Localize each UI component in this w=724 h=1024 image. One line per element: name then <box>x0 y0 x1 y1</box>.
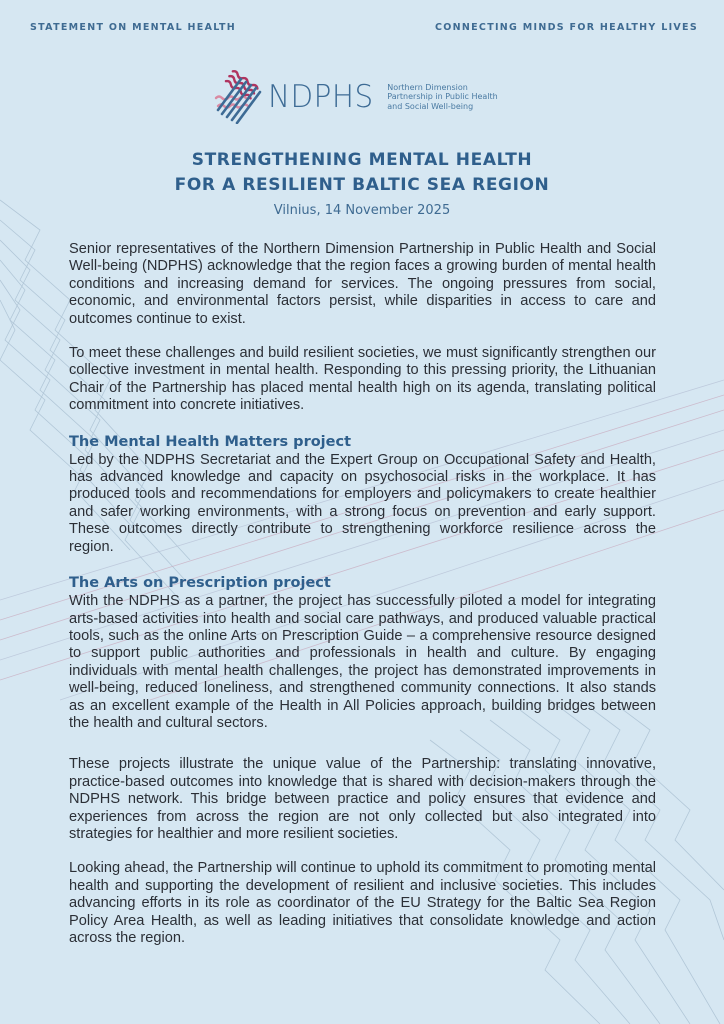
title-line-1: STRENGTHENING MENTAL HEALTH <box>191 150 533 170</box>
woven-lines-logo-icon <box>212 70 262 124</box>
intro-paragraph: To meet these challenges and build resilient societies, we must significantly strengthen our collective investment in mental health. Responding to this pressing priority, the Lithuanian Chair of the Partnership has placed mental health high on its agenda, translating political commitment into concrete initiatives. <box>69 345 656 414</box>
section-heading-arts-on-prescription: The Arts on Prescription project <box>69 575 331 592</box>
section-body-arts-on-prescription: With the NDPHS as a partner, the project has successfully piloted a model for integrating arts-based activities into health and social care pathways, and produced valuable practical tools, such as the online Arts on Prescription Guide – a comprehensive resource designed to support public authorities and professionals in health and culture. By engaging individuals with mental health challenges, the project has demonstrated improvements in well-being, reduced loneliness, and strengthened community connections. It also stands as an excellent example of the Health in All Policies approach, building bridges between the health and cultural sectors. <box>69 593 656 731</box>
logo-subtitle: Northern Dimension Partnership in Public Health and Social Well-being <box>387 82 498 111</box>
title-line-2: FOR A RESILIENT BALTIC SEA REGION <box>174 175 550 195</box>
section-body-mental-health-matters: Led by the NDPHS Secretariat and the Expert Group on Occupational Safety and Health, has advanced knowledge and capacity on psychosocial risks in the workplace. It has produced tools and recommendations for employers and policymakers to create healthier and safer working environments, with a strong focus on prevention and early support. These outcomes directly contribute to strengthening workforce resilience across the region. <box>69 451 656 555</box>
header-bar <box>30 22 698 33</box>
place-date: Vilnius, 14 November 2025 <box>273 203 451 218</box>
ndphs-logo <box>212 70 498 124</box>
section-heading-mental-health-matters: The Mental Health Matters project <box>69 433 352 450</box>
closing-paragraph: Looking ahead, the Partnership will continue to uphold its commitment to promoting mental health and supporting the development of resilient and inclusive societies. This includes advancing efforts in its role as coordinator of the EU Strategy for the Baltic Sea Region Policy Area Health, as well as leading initiatives that consolidate knowledge and action across the region. <box>69 860 656 946</box>
document-type-label: STATEMENT ON MENTAL HEALTH <box>30 22 237 33</box>
tagline-label: CONNECTING MINDS FOR HEALTHY LIVES <box>434 22 698 33</box>
statement-body <box>69 241 656 947</box>
page-title <box>0 148 724 198</box>
intro-paragraph: Senior representatives of the Northern Dimension Partnership in Public Health and Social Well-being (NDPHS) acknowledge that the region faces a growing burden of mental health conditions and increasing demand for services. The ongoing pressures from social, economic, and environmental factors persist, while disparities in access to care and outcomes continue to exist. <box>69 241 656 327</box>
logo-wordmark: NDPHS <box>268 79 374 115</box>
closing-paragraph: These projects illustrate the unique value of the Partnership: translating innovative, practice-based outcomes into knowledge that is shared with decision-makers through the NDPHS network. This bridge between practice and policy ensures that evidence and experiences from across the region are not only collected but also integrated into strategies for healthier and more resilient societies. <box>69 756 656 842</box>
